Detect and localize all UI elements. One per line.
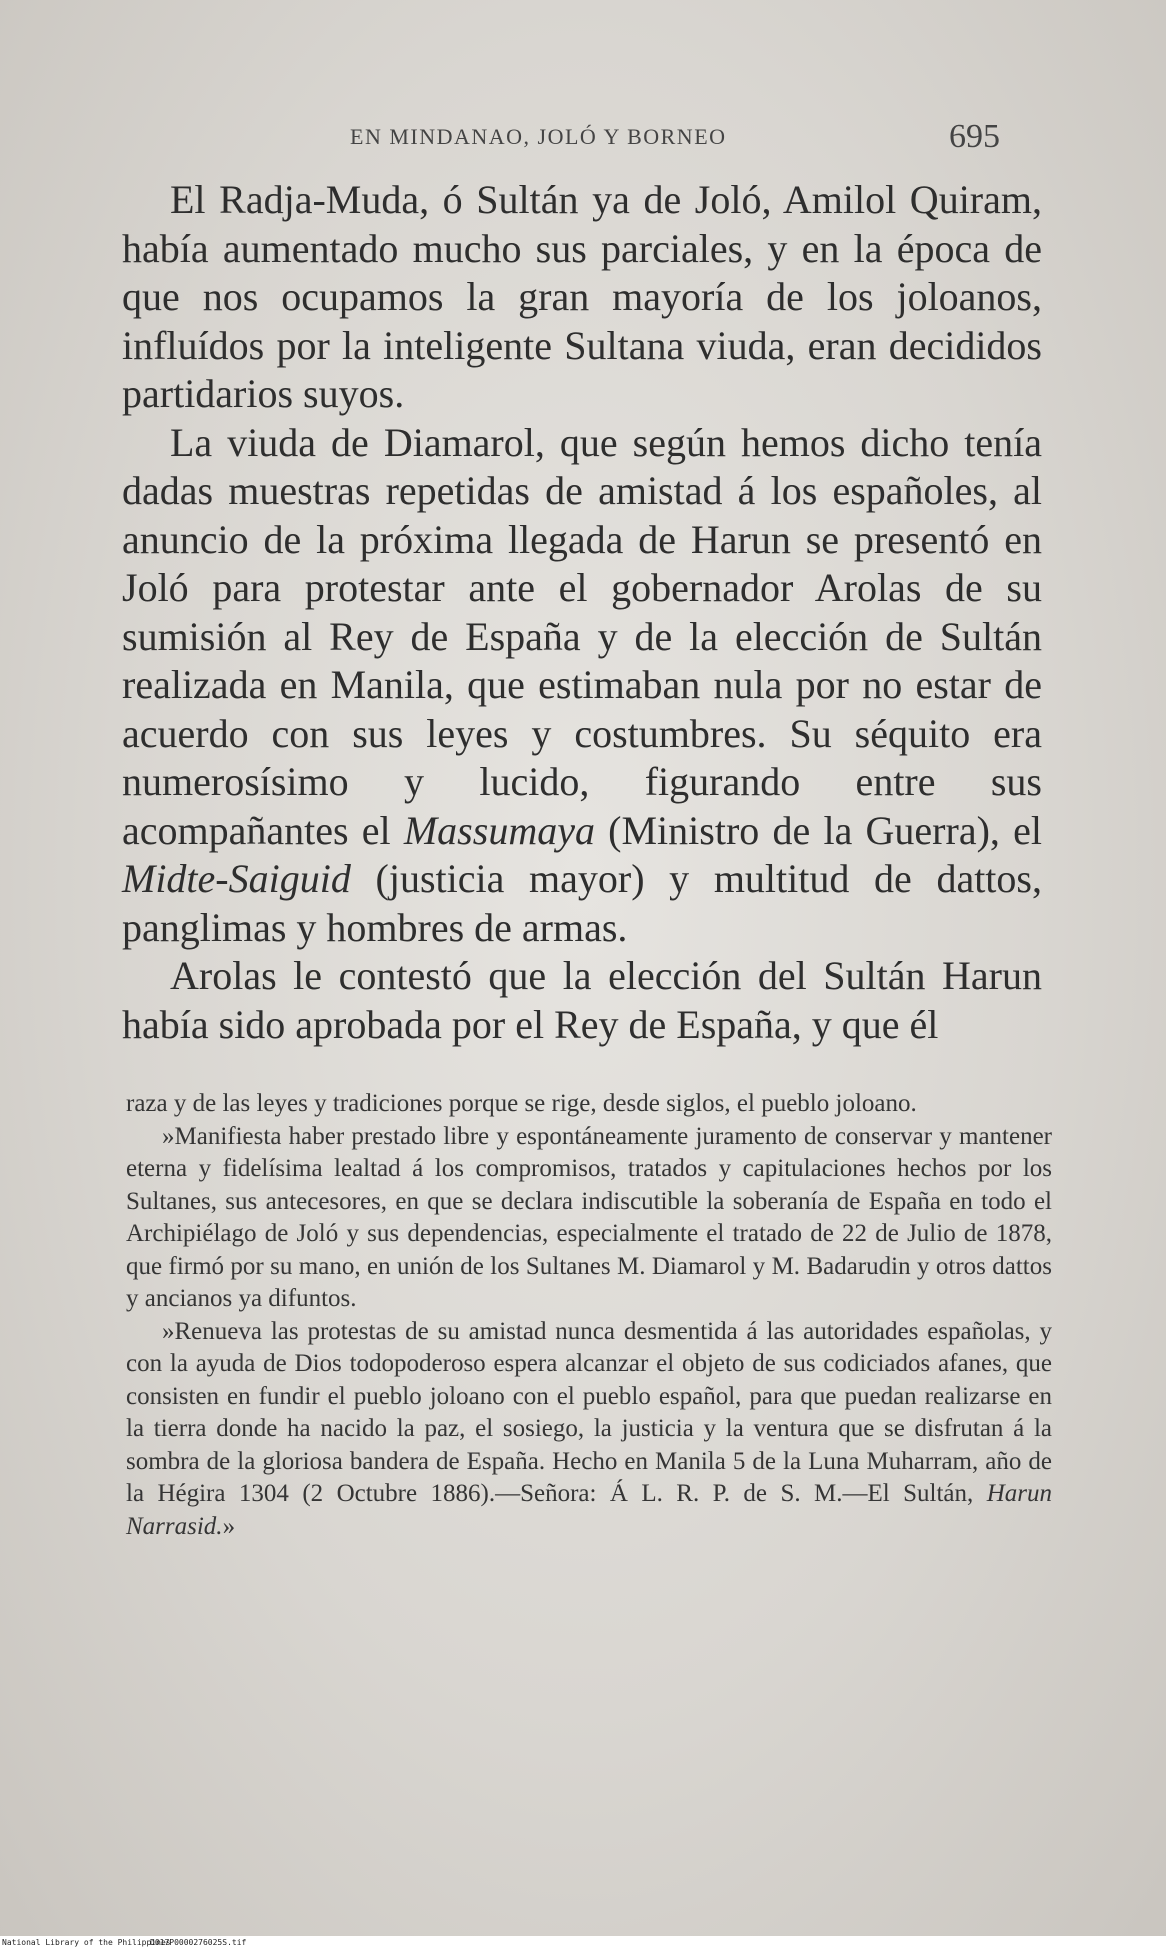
footnote-paragraph-manifiesta: »Manifiesta haber prestado libre y espontáneamente juramento de conservar y mantener eterna y fidelísima lealtad á los compromisos, tratados y capitulaciones hechos por los Sultanes, sus antecesores, en que se declara indiscutible la soberanía de España en todo el Archipiélago de Joló y sus dependencias, especialmente el tratado de 22 de Julio de 1878, que firmó por su mano, en unión de los Sultanes M. Diamarol y M. Badarudin y otros dattos y ancianos ya difuntos. <box>126 1122 1052 1312</box>
running-head <box>130 118 1010 158</box>
closing-quote: » <box>222 1512 236 1540</box>
footnote-paragraph-renueva <box>126 1316 1052 1544</box>
footnote-renueva-text: »Renueva las protestas de su amistad nunca desmentida á las autoridades españolas, y con la ayuda de Dios todopoderoso espera alcanzar el objeto de sus codiciados afanes, que consisten en fundir el pueblo joloano con el pueblo español, para que puedan realizarse en la tierra donde ha nacido la paz, el sosiego, la justicia y la ventura que se disfrutan á la sombra de la gloriosa bandera de España. Hecho en Manila 5 de la Luna Muharram, año de la Hégira 1304 (2 Octubre 1886).—Señora: Á L. R. P. de S. M.—El Sultán, <box>126 1317 1052 1507</box>
scan-filename: D017P0000276025S.tif <box>150 1938 247 1947</box>
paragraph-3: Arolas le contestó que la elección del Sultán Harun había sido aprobada por el Rey de España, y que él <box>122 953 1042 1047</box>
term-midte-saiguid: Midte-Saiguid <box>122 856 351 901</box>
term-massumaya: Massumaya <box>403 807 595 853</box>
footnote-block <box>126 1088 1052 1543</box>
body-text <box>122 176 1042 1049</box>
scan-footer <box>0 1936 1166 1950</box>
signature-harun-narrasid: Harun Narrasid. <box>126 1480 1052 1540</box>
paragraph-1: El Radja-Muda, ó Sultán ya de Joló, Amilol Quiram, había aumentado mucho sus parciales, y en la época de que nos ocupamos la gran mayoría de los joloanos, influídos por la inteligente Sultana viuda, eran decididos partidarios suyos. <box>122 177 1042 416</box>
paragraph-2 <box>122 419 1042 953</box>
page-number: 695 <box>949 118 1000 155</box>
library-credit: National Library of the Philippines <box>2 1938 171 1947</box>
paragraph-2-text-a: La viuda de Diamarol, que según hemos dicho tenía dadas muestras repetidas de amistad á los españoles, al anuncio de la próxima llegada de Harun se presentó en Joló para protestar ante el gobernador Arolas de su sumisión al Rey de España y de la elección de Sultán realizada en Manila, que estimaban nula por no estar de acuerdo con sus leyes y costumbres. Su séquito era numerosísimo y lucido, figurando entre sus acompañantes el <box>122 419 1042 853</box>
footnote-continuation: raza y de las leyes y tradiciones porque se rige, desde siglos, el pueblo joloano. <box>126 1090 917 1117</box>
paragraph-2-text-c: (justicia mayor) y multitud de dattos, panglimas y hombres de armas. <box>122 856 1042 950</box>
paragraph-2-text-b: (Ministro de la Guerra), el <box>594 807 1042 853</box>
running-head-title: EN MINDANAO, JOLÓ Y BORNEO <box>350 124 727 149</box>
